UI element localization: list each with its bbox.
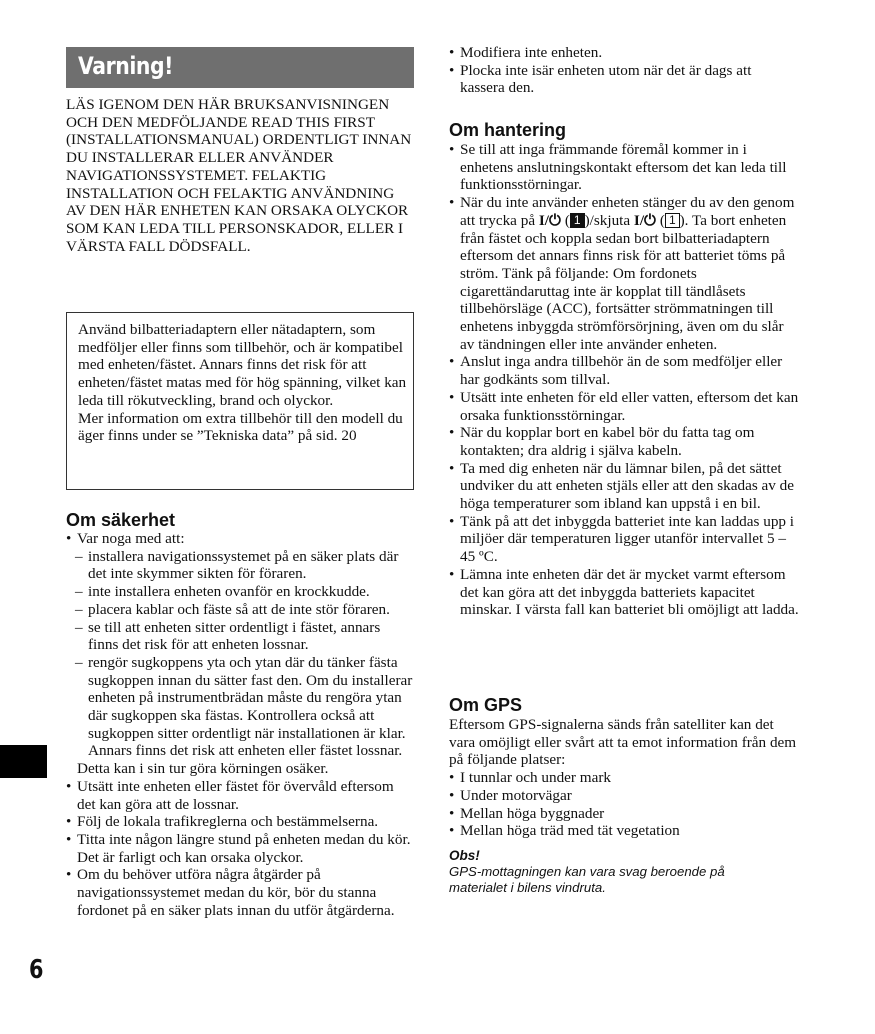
handling-bullet-power: • När du inte använder enheten stänger du av den genom att trycka på I/⏻ ( 1 )/skjuta I/⏻ ( 1 ). Ta bort enheten från fästet och koppla sedan bort bilbatteriadaptern eftersom det annars finns risk för att batteriet töms på ström. Tänk på följande: Om fordonets cigarettändaruttag inte är kopplat till tändlåsets tillbehörsläge (ACC), fortsätter strömmatningen till enhetens inbyggda strömförsörjning, även om du slår av tändningen eller inte använder enheten.: [449, 194, 799, 353]
safety-after-dashes: Detta kan i sin tur göra körningen osäker.: [77, 760, 329, 778]
gps-section: [449, 716, 799, 840]
safety-section: [66, 530, 414, 919]
gps-intro: Eftersom GPS-signalerna sänds från satelliter kan det vara omöjligt eller svårt att ta emot information från dem på följande platser:: [449, 716, 797, 769]
safety-dash-item: – installera navigationssystemet på en säker plats där det inte skymmer sikten för föraren.: [66, 548, 414, 583]
handling-bullet: • Utsätt inte enheten för eld eller vatten, eftersom det kan orsaka funktionsstörningar.: [449, 389, 799, 424]
safety-bullet: • Titta inte någon längre stund på enheten medan du kör. Det är farligt och kan orsaka olyckor.: [66, 831, 414, 866]
safety-bullet: • Följ de lokala trafikreglerna och bestämmelserna.: [66, 813, 414, 831]
safety-dash-item: – inte installera enheten ovanför en krockkudde.: [66, 583, 414, 601]
handling-bullet: • Lämna inte enheten där det är mycket varmt eftersom det kan göra att det inbyggda batteriets kapacitet minskar. I värsta fall kan batteriet bli omöjligt att ladda.: [449, 566, 799, 619]
handling-bullet: • Anslut inga andra tillbehör än de som medföljer eller har godkänts som tillval.: [449, 353, 799, 388]
button-1-outline-icon: 1: [665, 213, 680, 228]
safety-dash-item: – rengör sugkoppens yta och ytan där du tänker fästa sugkoppen innan du sätter fast den. Om du installerar enheten på instrumentbrädan måste du rengöra ytan där sugkoppen ska fästas. Kontrollera också att sugkoppen sitter ordentligt när installationen är klar. Annars finns det risk att enheten eller fästet lossnar.: [66, 654, 414, 760]
handling-bullet: • Tänk på att det inbyggda batteriet inte kan laddas upp i miljöer där temperaturen ligger utanför intervallet 5 – 45 ºC.: [449, 513, 799, 566]
safety-bullet: • Utsätt inte enheten eller fästet för övervåld eftersom det kan göra att de lossnar.: [66, 778, 414, 813]
box-paragraph-1: Använd bilbatteriadaptern eller nätadaptern, som medföljer eller finns som tillbehör, och är kompatibel med enheten/fästet. Annars finns det risk för att enheten/fästet matas med för hög spänning, vilket kan leda till rökutveckling, brand och olyckor.: [78, 321, 407, 409]
box-paragraph-2: Mer information om extra tillbehör till den modell du äger finns under se ”Tekniska data” på sid. 20: [78, 409, 403, 445]
safety-dash-item: – placera kablar och fäste så att de inte stör föraren.: [66, 601, 414, 619]
handling-heading: Om hantering: [449, 120, 567, 140]
gps-bullet: • Mellan höga träd med tät vegetation: [449, 822, 799, 840]
top-right-bullet: • Modifiera inte enheten.: [449, 44, 799, 62]
gps-bullet: • Mellan höga byggnader: [449, 805, 799, 823]
safety-intro: • Var noga med att:: [66, 530, 414, 548]
handling-bullet: • Ta med dig enheten när du lämnar bilen, på det sättet undviker du att enheten stjäls eller att den skadas av de höga temperaturer som ibland kan uppstå i en bil.: [449, 460, 799, 513]
chapter-tab: [0, 745, 47, 778]
gps-bullet: • I tunnlar och under mark: [449, 769, 799, 787]
safety-heading: Om säkerhet: [66, 510, 176, 530]
power-icon: I/⏻: [538, 211, 562, 229]
page-number: 6: [29, 955, 44, 985]
top-right-bullet: • Plocka inte isär enheten utom när det är dags att kassera den.: [449, 62, 799, 97]
safety-bullet: • Om du behöver utföra några åtgärder på navigationssystemet medan du kör, bör du stanna fordonet på en säker plats innan du utför åtgärderna.: [66, 866, 414, 919]
handling-bullet: • Se till att inga främmande föremål kommer in i enhetens anslutningskontakt eftersom det kan leda till funktionsstörningar.: [449, 141, 799, 194]
note-heading: Obs!: [449, 848, 480, 863]
adapter-warning-box: [66, 312, 414, 490]
gps-heading: Om GPS: [449, 695, 523, 715]
handling-section: [449, 141, 799, 619]
power-icon: I/⏻: [633, 211, 657, 229]
safety-dash-item: – se till att enheten sitter ordentligt i fästet, annars finns det risk för att enheten lossnar.: [66, 619, 414, 654]
warning-caps-text: LÄS IGENOM DEN HÄR BRUKSANVISNINGEN OCH DEN MEDFÖLJANDE READ THIS FIRST (INSTALLATIONSMANUAL) ORDENTLIGT INNAN DU INSTALLERAR ELLER ANVÄNDER NAVIGATIONSSYSTEMET. FELAKTIG INSTALLATION OCH FELAKTIG ANVÄNDNING AV DEN HÄR ENHETEN KAN ORSAKA OLYCKOR SOM KAN LEDA TILL PERSONSKADOR, ELLER I VÄRSTA FALL DÖDSFALL.: [66, 96, 412, 255]
handling-bullet: • När du kopplar bort en kabel bör du fatta tag om kontakten; dra aldrig i själva kabeln.: [449, 424, 799, 459]
button-1-icon: 1: [570, 213, 585, 228]
top-right-list: [449, 44, 799, 97]
banner-title: Varning!: [78, 52, 174, 80]
note-text: GPS-mottagningen kan vara svag beroende på materialet i bilens vindruta.: [449, 864, 725, 895]
gps-bullet: • Under motorvägar: [449, 787, 799, 805]
warning-banner: [66, 47, 414, 88]
